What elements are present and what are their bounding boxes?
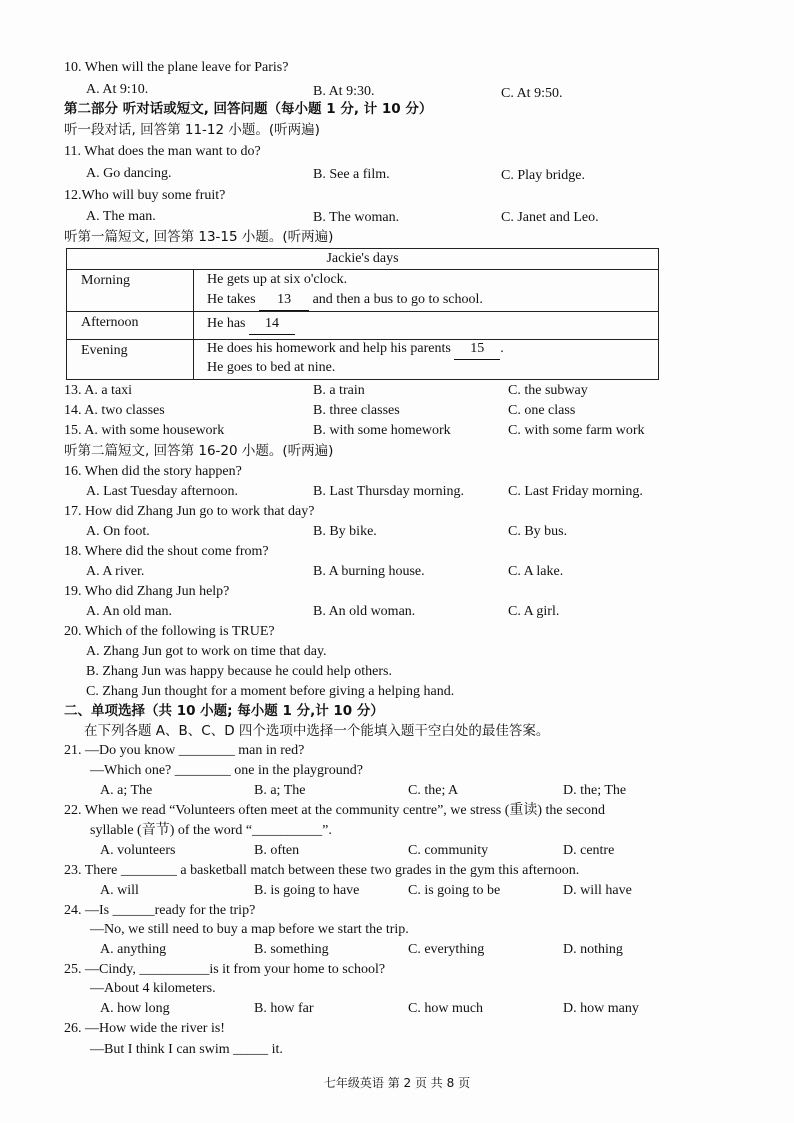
q15-option-a: 15. A. with some housework <box>64 423 225 438</box>
table-title: Jackie's days <box>67 249 658 270</box>
q17-option-b: B. By bike. <box>313 524 377 539</box>
q15-option-c: C. with some farm work <box>508 423 645 438</box>
q20-stem: 20. Which of the following is TRUE? <box>64 624 275 639</box>
q26-line1: 26. —How wide the river is! <box>64 1021 225 1036</box>
q19-stem: 19. Who did Zhang Jun help? <box>64 584 230 599</box>
q14-option-a: 14. A. two classes <box>64 403 165 418</box>
q22-option-d: D. centre <box>563 843 615 858</box>
q16-option-c: C. Last Friday morning. <box>508 484 643 499</box>
q21-option-b: B. a; The <box>254 783 306 798</box>
q11-option-c: C. Play bridge. <box>501 168 585 183</box>
q19-option-b: B. An old woman. <box>313 604 416 619</box>
morning-line1: He gets up at six o'clock. <box>207 272 348 287</box>
afternoon-line <box>207 314 295 335</box>
q16-option-a: A. Last Tuesday afternoon. <box>86 484 239 499</box>
table-row-morning <box>67 269 658 312</box>
q22-line2: syllable (音节) of the word “__________”. <box>90 823 332 838</box>
single-choice-heading: 二、单项选择（共 10 小题; 每小题 1 分,计 10 分） <box>64 703 384 719</box>
q20-option-b: B. Zhang Jun was happy because he could help others. <box>86 664 392 679</box>
q21-line2: —Which one? ________ one in the playground? <box>90 763 363 778</box>
q13-option-c: C. the subway <box>508 383 588 398</box>
q25-option-b: B. how far <box>254 1001 314 1016</box>
morning-line2-rest: and then a bus to go to school. <box>312 292 483 307</box>
q25-option-a: A. how long <box>100 1001 170 1016</box>
q19-option-c: C. A girl. <box>508 604 560 619</box>
row-label-afternoon: Afternoon <box>81 315 139 330</box>
table-row-evening <box>67 339 658 379</box>
q23-option-d: D. will have <box>563 883 632 898</box>
q25-option-d: D. how many <box>563 1001 639 1016</box>
q21-option-c: C. the; A <box>408 783 459 798</box>
q25-line2: —About 4 kilometers. <box>90 981 216 996</box>
part2-heading: 第二部分 听对话或短文, 回答问题（每小题 1 分, 计 10 分） <box>64 101 433 117</box>
passage2-instruction: 听第二篇短文, 回答第 16-20 小题。(听两遍) <box>64 443 334 459</box>
jackies-days-table <box>66 248 659 380</box>
q23-option-b: B. is going to have <box>254 883 360 898</box>
q21-option-d: D. the; The <box>563 783 627 798</box>
single-choice-instruction: 在下列各题 A、B、C、D 四个选项中选择一个能填入题干空白处的最佳答案。 <box>84 723 550 739</box>
afternoon-text: He has <box>207 316 246 331</box>
q12-stem: 12.Who will buy some fruit? <box>64 188 226 203</box>
dialog-instruction: 听一段对话, 回答第 11-12 小题。(听两遍) <box>64 122 320 138</box>
passage1-instruction: 听第一篇短文, 回答第 13-15 小题。(听两遍) <box>64 229 334 245</box>
morning-line2-text: He takes <box>207 292 256 307</box>
q13-option-a: 13. A. a taxi <box>64 383 133 398</box>
q22-option-b: B. often <box>254 843 300 858</box>
q17-option-c: C. By bus. <box>508 524 568 539</box>
evening-line2: He goes to bed at nine. <box>207 360 336 375</box>
blank-15: 15 <box>454 339 500 360</box>
morning-line2 <box>207 290 483 311</box>
q18-option-a: A. A river. <box>86 564 145 579</box>
q22-option-a: A. volunteers <box>100 843 176 858</box>
q11-stem: 11. What does the man want to do? <box>64 144 261 159</box>
q24-line1: 24. —Is ______ready for the trip? <box>64 903 256 918</box>
q26-line2: —But I think I can swim _____ it. <box>90 1042 283 1057</box>
q25-option-c: C. how much <box>408 1001 484 1016</box>
q18-stem: 18. Where did the shout come from? <box>64 544 269 559</box>
q10-option-b: B. At 9:30. <box>313 84 375 99</box>
q16-stem: 16. When did the story happen? <box>64 464 242 479</box>
row-label-evening: Evening <box>81 343 128 358</box>
q23-line1: 23. There ________ a basketball match between these two grades in the gym this afternoon. <box>64 863 580 878</box>
q18-option-b: B. A burning house. <box>313 564 425 579</box>
evening-line1-period: . <box>500 341 504 356</box>
q10-option-c: C. At 9:50. <box>501 86 563 101</box>
q22-option-c: C. community <box>408 843 489 858</box>
q10-option-a: A. At 9:10. <box>86 82 149 97</box>
q14-option-c: C. one class <box>508 403 576 418</box>
evening-line1 <box>207 339 504 360</box>
q18-option-c: C. A lake. <box>508 564 564 579</box>
q12-option-b: B. The woman. <box>313 210 400 225</box>
q14-option-b: B. three classes <box>313 403 400 418</box>
q22-line1: 22. When we read “Volunteers often meet at the community centre”, we stress (重读) the second <box>64 803 606 818</box>
q20-option-c: C. Zhang Jun thought for a moment before giving a helping hand. <box>86 684 455 699</box>
row-label-morning: Morning <box>81 273 130 288</box>
q24-option-b: B. something <box>254 942 329 957</box>
q24-option-d: D. nothing <box>563 942 623 957</box>
q24-option-a: A. anything <box>100 942 167 957</box>
q24-line2: —No, we still need to buy a map before we start the trip. <box>90 922 409 937</box>
q13-option-b: B. a train <box>313 383 365 398</box>
q24-option-c: C. everything <box>408 942 485 957</box>
q16-option-b: B. Last Thursday morning. <box>313 484 465 499</box>
page-footer: 七年级英语 第 2 页 共 8 页 <box>323 1076 471 1090</box>
q17-stem: 17. How did Zhang Jun go to work that day? <box>64 504 315 519</box>
q17-option-a: A. On foot. <box>86 524 150 539</box>
blank-14: 14 <box>249 314 295 335</box>
q23-option-c: C. is going to be <box>408 883 501 898</box>
q25-line1: 25. —Cindy, __________is it from your home to school? <box>64 962 386 977</box>
q15-option-b: B. with some homework <box>313 423 451 438</box>
q11-option-b: B. See a film. <box>313 167 390 182</box>
q21-line1: 21. —Do you know ________ man in red? <box>64 743 305 758</box>
q10-stem: 10. When will the plane leave for Paris? <box>64 60 289 75</box>
q23-option-a: A. will <box>100 883 139 898</box>
q12-option-a: A. The man. <box>86 209 156 224</box>
blank-13: 13 <box>259 290 309 311</box>
q12-option-c: C. Janet and Leo. <box>501 210 599 225</box>
q21-option-a: A. a; The <box>100 783 153 798</box>
q20-option-a: A. Zhang Jun got to work on time that day. <box>86 644 327 659</box>
table-row-afternoon <box>67 311 658 340</box>
q11-option-a: A. Go dancing. <box>86 166 172 181</box>
q19-option-a: A. An old man. <box>86 604 172 619</box>
evening-line1-text: He does his homework and help his parents <box>207 341 451 356</box>
